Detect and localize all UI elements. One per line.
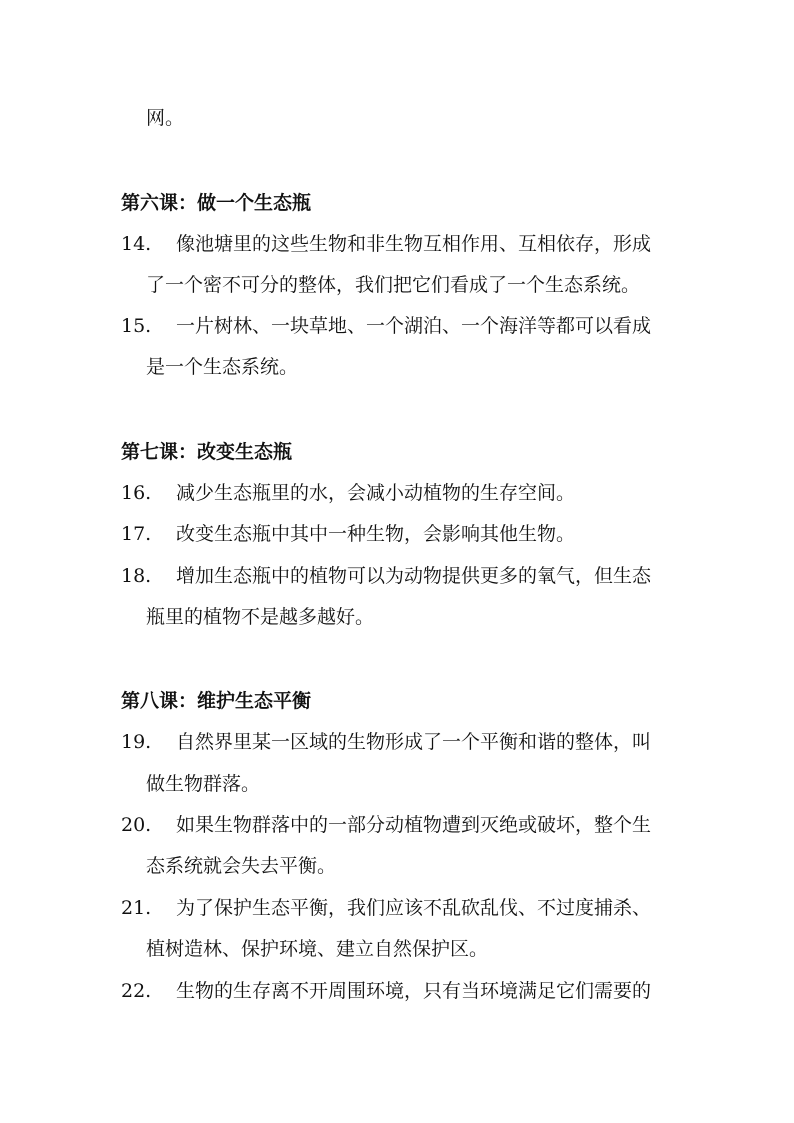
item-number: 19. xyxy=(121,731,152,753)
item-text-cont: 了一个密不可分的整体，我们把它们看成了一个生态系统。 xyxy=(146,274,641,296)
item-text: 为了保护生态平衡，我们应该不乱砍乱伐、不过度捕杀、 xyxy=(176,897,652,919)
list-item-21 xyxy=(0,895,794,921)
item-text: 生物的生存离不开周围环境，只有当环境满足它们需要的 xyxy=(176,980,652,1002)
list-item-20-cont xyxy=(0,853,794,879)
item-number: 16. xyxy=(121,482,152,504)
list-item-15 xyxy=(0,313,794,339)
item-text: 自然界里某一区域的生物形成了一个平衡和谐的整体，叫 xyxy=(176,731,652,753)
item-text-cont: 做生物群落。 xyxy=(146,773,261,795)
continuation-text: 网。 xyxy=(146,107,185,129)
item-number: 17. xyxy=(121,523,152,545)
item-number: 22. xyxy=(121,980,152,1002)
section-heading-8: 第八课：维护生态平衡 xyxy=(121,690,312,712)
list-item-19-cont xyxy=(0,771,794,797)
list-item-21-cont xyxy=(0,936,794,962)
item-number: 21. xyxy=(121,897,152,919)
list-item-15-cont xyxy=(0,354,794,380)
item-text: 如果生物群落中的一部分动植物遭到灭绝或破坏，整个生 xyxy=(176,814,652,836)
list-item-22 xyxy=(0,978,794,1004)
item-text-cont: 植树造林、保护环境、建立自然保护区。 xyxy=(146,938,489,960)
list-item-14 xyxy=(0,231,794,257)
list-item-18 xyxy=(0,563,794,589)
item-number: 15. xyxy=(121,315,152,337)
list-item-17 xyxy=(0,521,794,547)
item-text-cont: 瓶里的植物不是越多越好。 xyxy=(146,606,375,628)
continuation-line xyxy=(0,105,794,131)
item-text: 增加生态瓶中的植物可以为动物提供更多的氧气，但生态 xyxy=(176,565,652,587)
item-text: 像池塘里的这些生物和非生物互相作用、互相依存，形成 xyxy=(176,233,652,255)
item-text-cont: 态系统就会失去平衡。 xyxy=(146,855,337,877)
section-heading-7: 第七课：改变生态瓶 xyxy=(121,441,293,463)
list-item-14-cont xyxy=(0,272,794,298)
list-item-18-cont xyxy=(0,604,794,630)
item-number: 20. xyxy=(121,814,152,836)
item-number: 14. xyxy=(121,233,152,255)
section-heading-6: 第六课：做一个生态瓶 xyxy=(121,192,312,214)
item-text: 改变生态瓶中其中一种生物，会影响其他生物。 xyxy=(176,523,576,545)
item-text-cont: 是一个生态系统。 xyxy=(146,356,299,378)
list-item-20 xyxy=(0,812,794,838)
item-text: 减少生态瓶里的水，会减小动植物的生存空间。 xyxy=(176,482,576,504)
item-number: 18. xyxy=(121,565,152,587)
list-item-19 xyxy=(0,729,794,755)
item-text: 一片树林、一块草地、一个湖泊、一个海洋等都可以看成 xyxy=(176,315,652,337)
list-item-16 xyxy=(0,480,794,506)
